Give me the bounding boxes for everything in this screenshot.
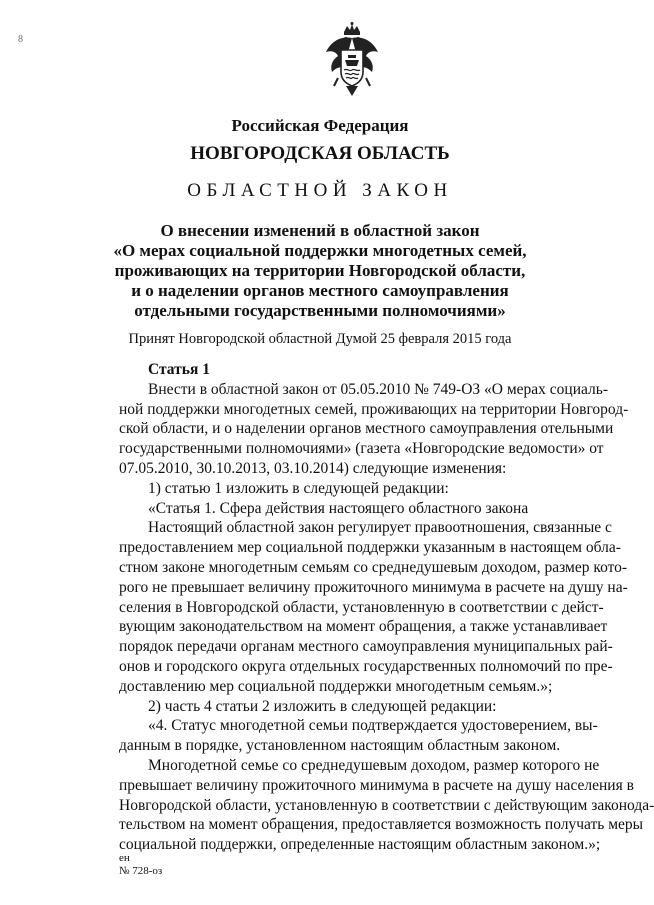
region-heading: НОВГОРОДСКАЯ ОБЛАСТЬ bbox=[190, 143, 450, 164]
body-line: Новгородской области, установленную в соответствии с действующим законода- bbox=[119, 796, 654, 814]
law-title-line: и о наделении органов местного самоуправления bbox=[131, 281, 509, 300]
law-title-line: отдельными государственными полномочиями» bbox=[134, 301, 506, 320]
body-line: Многодетной семье со среднедушевым доходом, размер которого не bbox=[148, 756, 600, 774]
body-line: тельством на момент обращения, предоставляется возможность получать меры bbox=[119, 816, 644, 834]
body-line: онов и городского округа отдельных государственных полномочий по пре- bbox=[119, 657, 613, 675]
body-line: «4. Статус многодетной семьи подтверждается удостоверением, вы- bbox=[148, 717, 598, 735]
body-line: стном законе многодетным семьям со среднедушевым доходом, размер кото- bbox=[119, 558, 628, 576]
footer-doc-number: № 728-оз bbox=[119, 865, 163, 877]
body-line: рого не превышает величину прожиточного минимума в расчете на душу на- bbox=[119, 578, 628, 596]
law-title-line: «О мерах социальной поддержки многодетных семей, bbox=[113, 241, 527, 260]
body-line: 2) часть 4 статьи 2 изложить в следующей редакции: bbox=[148, 697, 497, 715]
body-line: селения в Новгородской области, установленную в соответствии с дейст- bbox=[119, 598, 604, 616]
adoption-note: Принят Новгородской областной Думой 25 февраля 2015 года bbox=[128, 331, 512, 347]
article-heading: Статья 1 bbox=[148, 361, 210, 378]
body-line: Настоящий областной закон регулирует правоотношения, связанные с bbox=[148, 519, 612, 537]
body-line: доставлению мер социальной поддержки многодетным семьям.»; bbox=[119, 677, 553, 695]
body-line: государственными полномочиями» (газета «Новгородские ведомости» от bbox=[119, 440, 604, 458]
body-line: вующим законодательством на момент обращения, а также устанавливает bbox=[119, 618, 608, 636]
law-title-line: О внесении изменений в областной закон bbox=[160, 221, 480, 240]
body-line: данным в порядке, установленном настоящим областным законом. bbox=[119, 737, 561, 755]
coat-of-arms-icon bbox=[324, 22, 380, 100]
body-line: «Статья 1. Сфера действия настоящего областного закона bbox=[148, 499, 529, 517]
body-line: 1) статью 1 изложить в следующей редакции: bbox=[148, 479, 449, 497]
body-line: порядок передачи органам местного самоуправления муниципальных рай- bbox=[119, 638, 613, 656]
doc-type-heading: ОБЛАСТНОЙ ЗАКОН bbox=[187, 180, 453, 201]
country-heading: Российская Федерация bbox=[231, 116, 409, 135]
body-line: предоставлением мер социальной поддержки указанным в настоящем обла- bbox=[119, 539, 621, 557]
law-body bbox=[119, 360, 654, 855]
body-line: 07.05.2010, 30.10.2013, 03.10.2014) следующие изменения: bbox=[119, 459, 507, 477]
footer-initials: ен bbox=[119, 852, 130, 864]
body-line: Внести в областной закон от 05.05.2010 № 749-ОЗ «О мерах социаль- bbox=[148, 380, 609, 398]
body-line: ской области, и о наделении органов местного самоуправления отельными bbox=[119, 420, 614, 438]
law-title-line: проживающих на территории Новгородской области, bbox=[114, 261, 526, 280]
margin-mark: 8 bbox=[18, 34, 23, 45]
footer-block bbox=[119, 852, 162, 878]
body-line: социальной поддержки, определенные настоящим областным законом.»; bbox=[119, 836, 601, 854]
body-line: превышает величину прожиточного минимума в расчете на душу населения в bbox=[119, 776, 634, 794]
body-line: ной поддержки многодетных семей, проживающих на территории Новгород- bbox=[119, 400, 629, 418]
